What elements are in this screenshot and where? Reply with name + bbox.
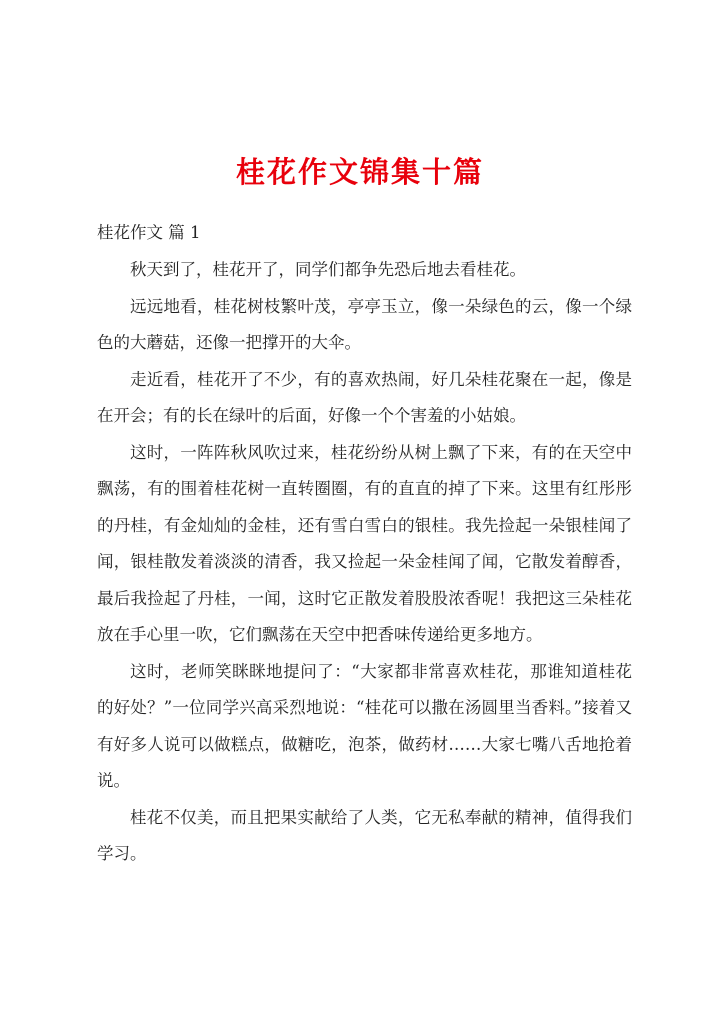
paragraph: 走近看，桂花开了不少，有的喜欢热闹，好几朵桂花聚在一起，像是在开会；有的长在绿叶的后面，好像一个个害羞的小姑娘。	[97, 369, 632, 425]
section-heading: 桂花作文 篇 1	[97, 223, 201, 242]
paragraph: 桂花不仅美，而且把果实献给了人类，它无私奉献的精神，值得我们学习。	[97, 807, 632, 863]
paragraph: 远远地看，桂花树枝繁叶茂，亭亭玉立，像一朵绿色的云，像一个绿色的大蘑菇，还像一把撑开的大伞。	[97, 296, 632, 352]
article-body	[97, 252, 632, 873]
paragraph: 秋天到了，桂花开了，同学们都争先恐后地去看桂花。	[130, 260, 526, 279]
paragraph: 这时，一阵阵秋风吹过来，桂花纷纷从树上飘了下来，有的在天空中飘荡，有的围着桂花树一直转圈圈，有的直直的掉了下来。这里有红彤彤的丹桂，有金灿灿的金桂，还有雪白雪白的银桂。我先捡起一朵银桂闻了闻，银桂散发着淡淡的清香，我又捡起一朵金桂闻了闻，它散发着醇香，最后我捡起了丹桂，一闻，这时它正散发着股股浓香呢！我把这三朵桂花放在手心里一吹，它们飘荡在天空中把香味传递给更多地方。	[97, 442, 632, 644]
document-title: 桂花作文锦集十篇	[235, 155, 484, 189]
paragraph: 这时，老师笑眯眯地提问了：“大家都非常喜欢桂花，那谁知道桂花的好处？”一位同学兴高采烈地说：“桂花可以撒在汤圆里当香料。”接着又有好多人说可以做糕点，做糖吃，泡茶，做药材……大家七嘴八舌地抢着说。	[97, 661, 632, 790]
